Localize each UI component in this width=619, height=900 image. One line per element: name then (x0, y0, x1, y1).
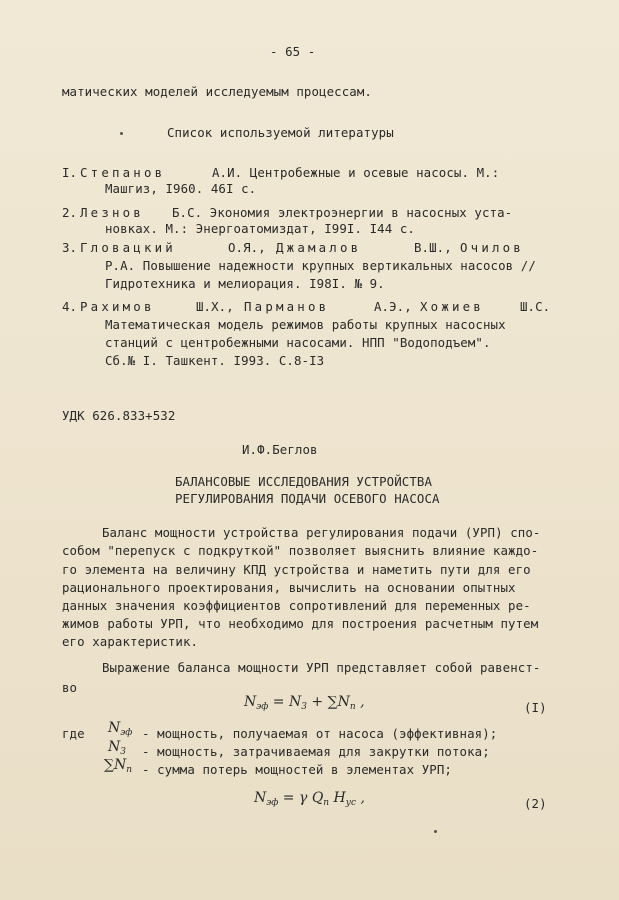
ref-number: 3. (62, 240, 78, 255)
ref-number: 4. (62, 299, 78, 314)
ref-author: Степанов (80, 165, 166, 180)
definition-line: - мощность, затрачиваемая для закрутки потока; (142, 744, 490, 759)
symbol-n-eff: $N_{эф}$ (108, 720, 133, 738)
ref-author: Рахимов (80, 299, 155, 314)
ref-text: Б.С. Экономия электроэнергии в насосных уста- (172, 205, 513, 220)
equation-2-number: (2) (524, 796, 547, 811)
ref-number: 2. (62, 205, 78, 220)
ref-number: I. (62, 165, 78, 180)
body-line: го элемента на величину КПД устройства и наметить пути для его (62, 562, 531, 577)
body-line: данных значения коэффициентов сопротивлений для переменных ре- (62, 598, 531, 613)
ref-text: станций с центробежными насосами. НПП "Водоподъем". (105, 335, 491, 350)
ref-text: Р.А. Повышение надежности крупных вертикальных насосов // (105, 258, 536, 273)
ref-text: А.Э., (374, 299, 412, 314)
text-line: матических моделей исследуемым процессам. (62, 84, 372, 99)
article-author: И.Ф.Беглов (242, 442, 318, 457)
stray-mark (120, 132, 123, 135)
article-title-line-2: РЕГУЛИРОВАНИЯ ПОДАЧИ ОСЕВОГО НАСОСА (175, 491, 440, 506)
definition-line: - мощность, получаемая от насоса (эффективная); (142, 726, 498, 741)
ref-author: Лезнов (80, 205, 144, 220)
body-line: Баланс мощности устройства регулирования подачи (УРП) спо- (102, 525, 541, 540)
ref-author: Очилов (460, 240, 524, 255)
stray-mark (434, 830, 437, 833)
body-line: рационального проектирования, вычислить на основании опытных (62, 580, 516, 595)
ref-text: А.И. Центробежные и осевые насосы. М.: (212, 165, 500, 180)
ref-text: Ш.С. (520, 299, 551, 314)
symbol-n-3: $N_3$ (108, 739, 126, 757)
where-label: где (62, 726, 85, 741)
ref-author: Парманов (244, 299, 330, 314)
ref-text: Машгиз, I960. 46I с. (105, 181, 257, 196)
symbol-sum-n: $\sum N_п$ (104, 757, 133, 775)
body-line: жимов работы УРП, что необходимо для построения расчетным путем (62, 616, 539, 631)
udk-code: УДК 626.833+532 (62, 408, 176, 423)
ref-author: Джамалов (276, 240, 362, 255)
body-line: собом "перепуск с подкруткой" позволяет выяснить влияние каждо- (62, 543, 539, 558)
body-line: Выражение баланса мощности УРП представляет собой равенст- (102, 660, 541, 675)
references-heading: Список используемой литературы (167, 125, 394, 140)
equation-2: $N_{эф} = \gamma$ $Q_п$ $H_{ус}$ , (254, 790, 365, 808)
ref-text: В.Ш., (414, 240, 452, 255)
equation-1-number: (I) (524, 700, 547, 715)
ref-author: Гловацкий (80, 240, 176, 255)
ref-text: О.Я., (228, 240, 266, 255)
ref-text: Гидротехника и мелиорация. I98I. № 9. (105, 276, 385, 291)
ref-author: Хожиев (420, 299, 484, 314)
definition-line: - сумма потерь мощностей в элементах УРП; (142, 762, 452, 777)
ref-text: новках. М.: Энергоатомиздат, I99I. I44 с. (105, 221, 415, 236)
ref-text: Математическая модель режимов работы крупных насосных (105, 317, 506, 332)
ref-text: Сб.№ I. Ташкент. I993. С.8-I3 (105, 353, 325, 368)
page-number: - 65 - (270, 44, 316, 59)
body-line: его характеристик. (62, 634, 199, 649)
equation-1: $N_{эф} = N_3 + \sum N_п$ , (244, 694, 365, 712)
body-line: во (62, 680, 78, 695)
ref-text: Ш.Х., (196, 299, 234, 314)
article-title-line-1: БАЛАНСОВЫЕ ИССЛЕДОВАНИЯ УСТРОЙСТВА (175, 474, 433, 489)
